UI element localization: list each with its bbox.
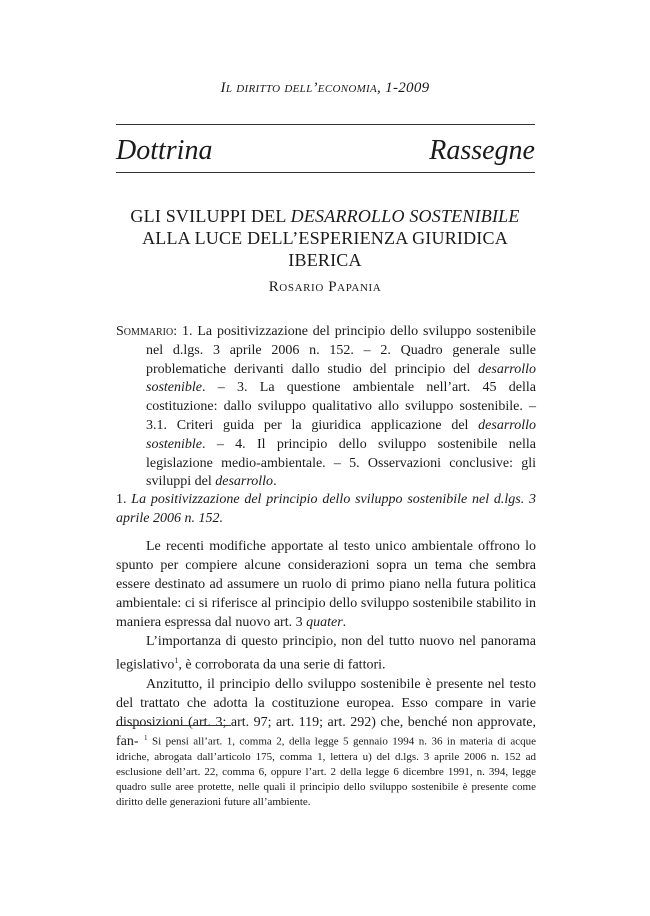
summary-label: Sommario <box>116 324 174 339</box>
summary <box>116 323 536 492</box>
header-rule-top <box>116 124 535 125</box>
summary-text-1: : 1. La positivizzazione del principio dello sviluppo sostenibile nel d.lgs. 3 aprile 2006 n. 152. – 2. Quadro generale sulle problematiche derivanti dallo studio del principio del <box>146 324 536 377</box>
paragraph-3: Anzitutto, il principio dello sviluppo sostenibile è presente nel testo del trattato che adotta la costituzione europea. Esso compare in varie disposizioni (art. 3; art. 97; art. 119; art. 292) che, benché non approvate, fan- <box>116 676 536 749</box>
paragraph-1-end: . <box>342 615 347 630</box>
section-label-right: Rassegne <box>429 135 535 166</box>
body-text <box>116 537 536 751</box>
footnote-marker: 1 <box>144 734 148 742</box>
summary-italic-3: desarrollo <box>215 474 274 490</box>
article-title <box>110 205 540 271</box>
footnote-paragraph <box>116 731 536 810</box>
paragraph-2-end: , è corroborata da una serie di fattori. <box>178 657 386 673</box>
paragraph-1-text: Le recenti modifiche apportate al testo unico ambientale offrono lo spunto per compiere alcune considerazioni sopra un tema che sembra essere destinato ad assumere un ruolo di primo piano nella futura politica ambientale: ci si riferisce al principio dello sviluppo sostenibile stabilito in maniera espressa dal nuovo art. 3 <box>116 539 536 630</box>
paragraph-1-italic: quater <box>306 615 343 630</box>
title-line1-italic: DESARROLLO SOSTENIBILE <box>290 206 520 226</box>
section-1-title: La positivizzazione del principio dello sviluppo sostenibile nel d.lgs. 3 aprile 2006 n. 152. <box>116 492 537 526</box>
summary-italic-2: desarrollo sostenible <box>146 417 536 452</box>
footnote-1 <box>116 731 536 810</box>
journal-issue: , 1-2009 <box>377 80 430 96</box>
footnote-ref-1[interactable]: 1 <box>174 656 179 665</box>
running-head <box>0 80 650 97</box>
paragraph-2-text: L’importanza di questo principio, non del tutto nuovo nel panorama legislativo <box>116 634 536 673</box>
summary-italic-1: desarrollo sostenible <box>146 361 536 396</box>
title-line2: ALLA LUCE DELL’ESPERIENZA GIURIDICA IBERICA <box>142 228 508 270</box>
footnote-text: Si pensi all’art. 1, comma 2, della legge 5 gennaio 1994 n. 36 in materia di acque idriche, abrogata dall’articolo 175, comma 1, lettera u) del d.lgs. 3 aprile 2006 n. 152 ad esclusione dell’art. 22, comma 6, oppure l’art. 2 della legge 6 dicembre 1991, n. 394, legge quadro sulle aree protette, nelle quali il principio dello sviluppo sostenibile è presente come diritto delle generazioni future all’ambiente. <box>116 735 536 808</box>
section-label-left: Dottrina <box>116 135 213 166</box>
header-rule-bottom <box>116 172 535 173</box>
footnote-rule <box>116 725 231 726</box>
author-name: Rosario Papania <box>268 279 382 295</box>
journal-name: Il diritto dell’economia <box>220 80 378 96</box>
title-line1-prefix: GLI SVILUPPI DEL <box>130 206 291 226</box>
paragraph-2 <box>116 632 536 675</box>
section-1-heading <box>116 490 536 528</box>
paragraph-1 <box>116 537 536 632</box>
summary-text-2: . – 3. La questione ambientale nell’art. 45 della costituzione: dallo sviluppo qualitativo allo sviluppo sostenibile. – 3.1. Criteri guida per la giuridica applicazione del <box>146 380 536 433</box>
summary-text-4: . <box>273 474 277 490</box>
summary-text-3: . – 4. Il principio dello sviluppo sostenibile nella legislazione medio-ambientale. – 5. Osservazioni conclusive: gli sviluppi del <box>146 436 536 490</box>
section-1-number: 1. <box>116 492 132 507</box>
